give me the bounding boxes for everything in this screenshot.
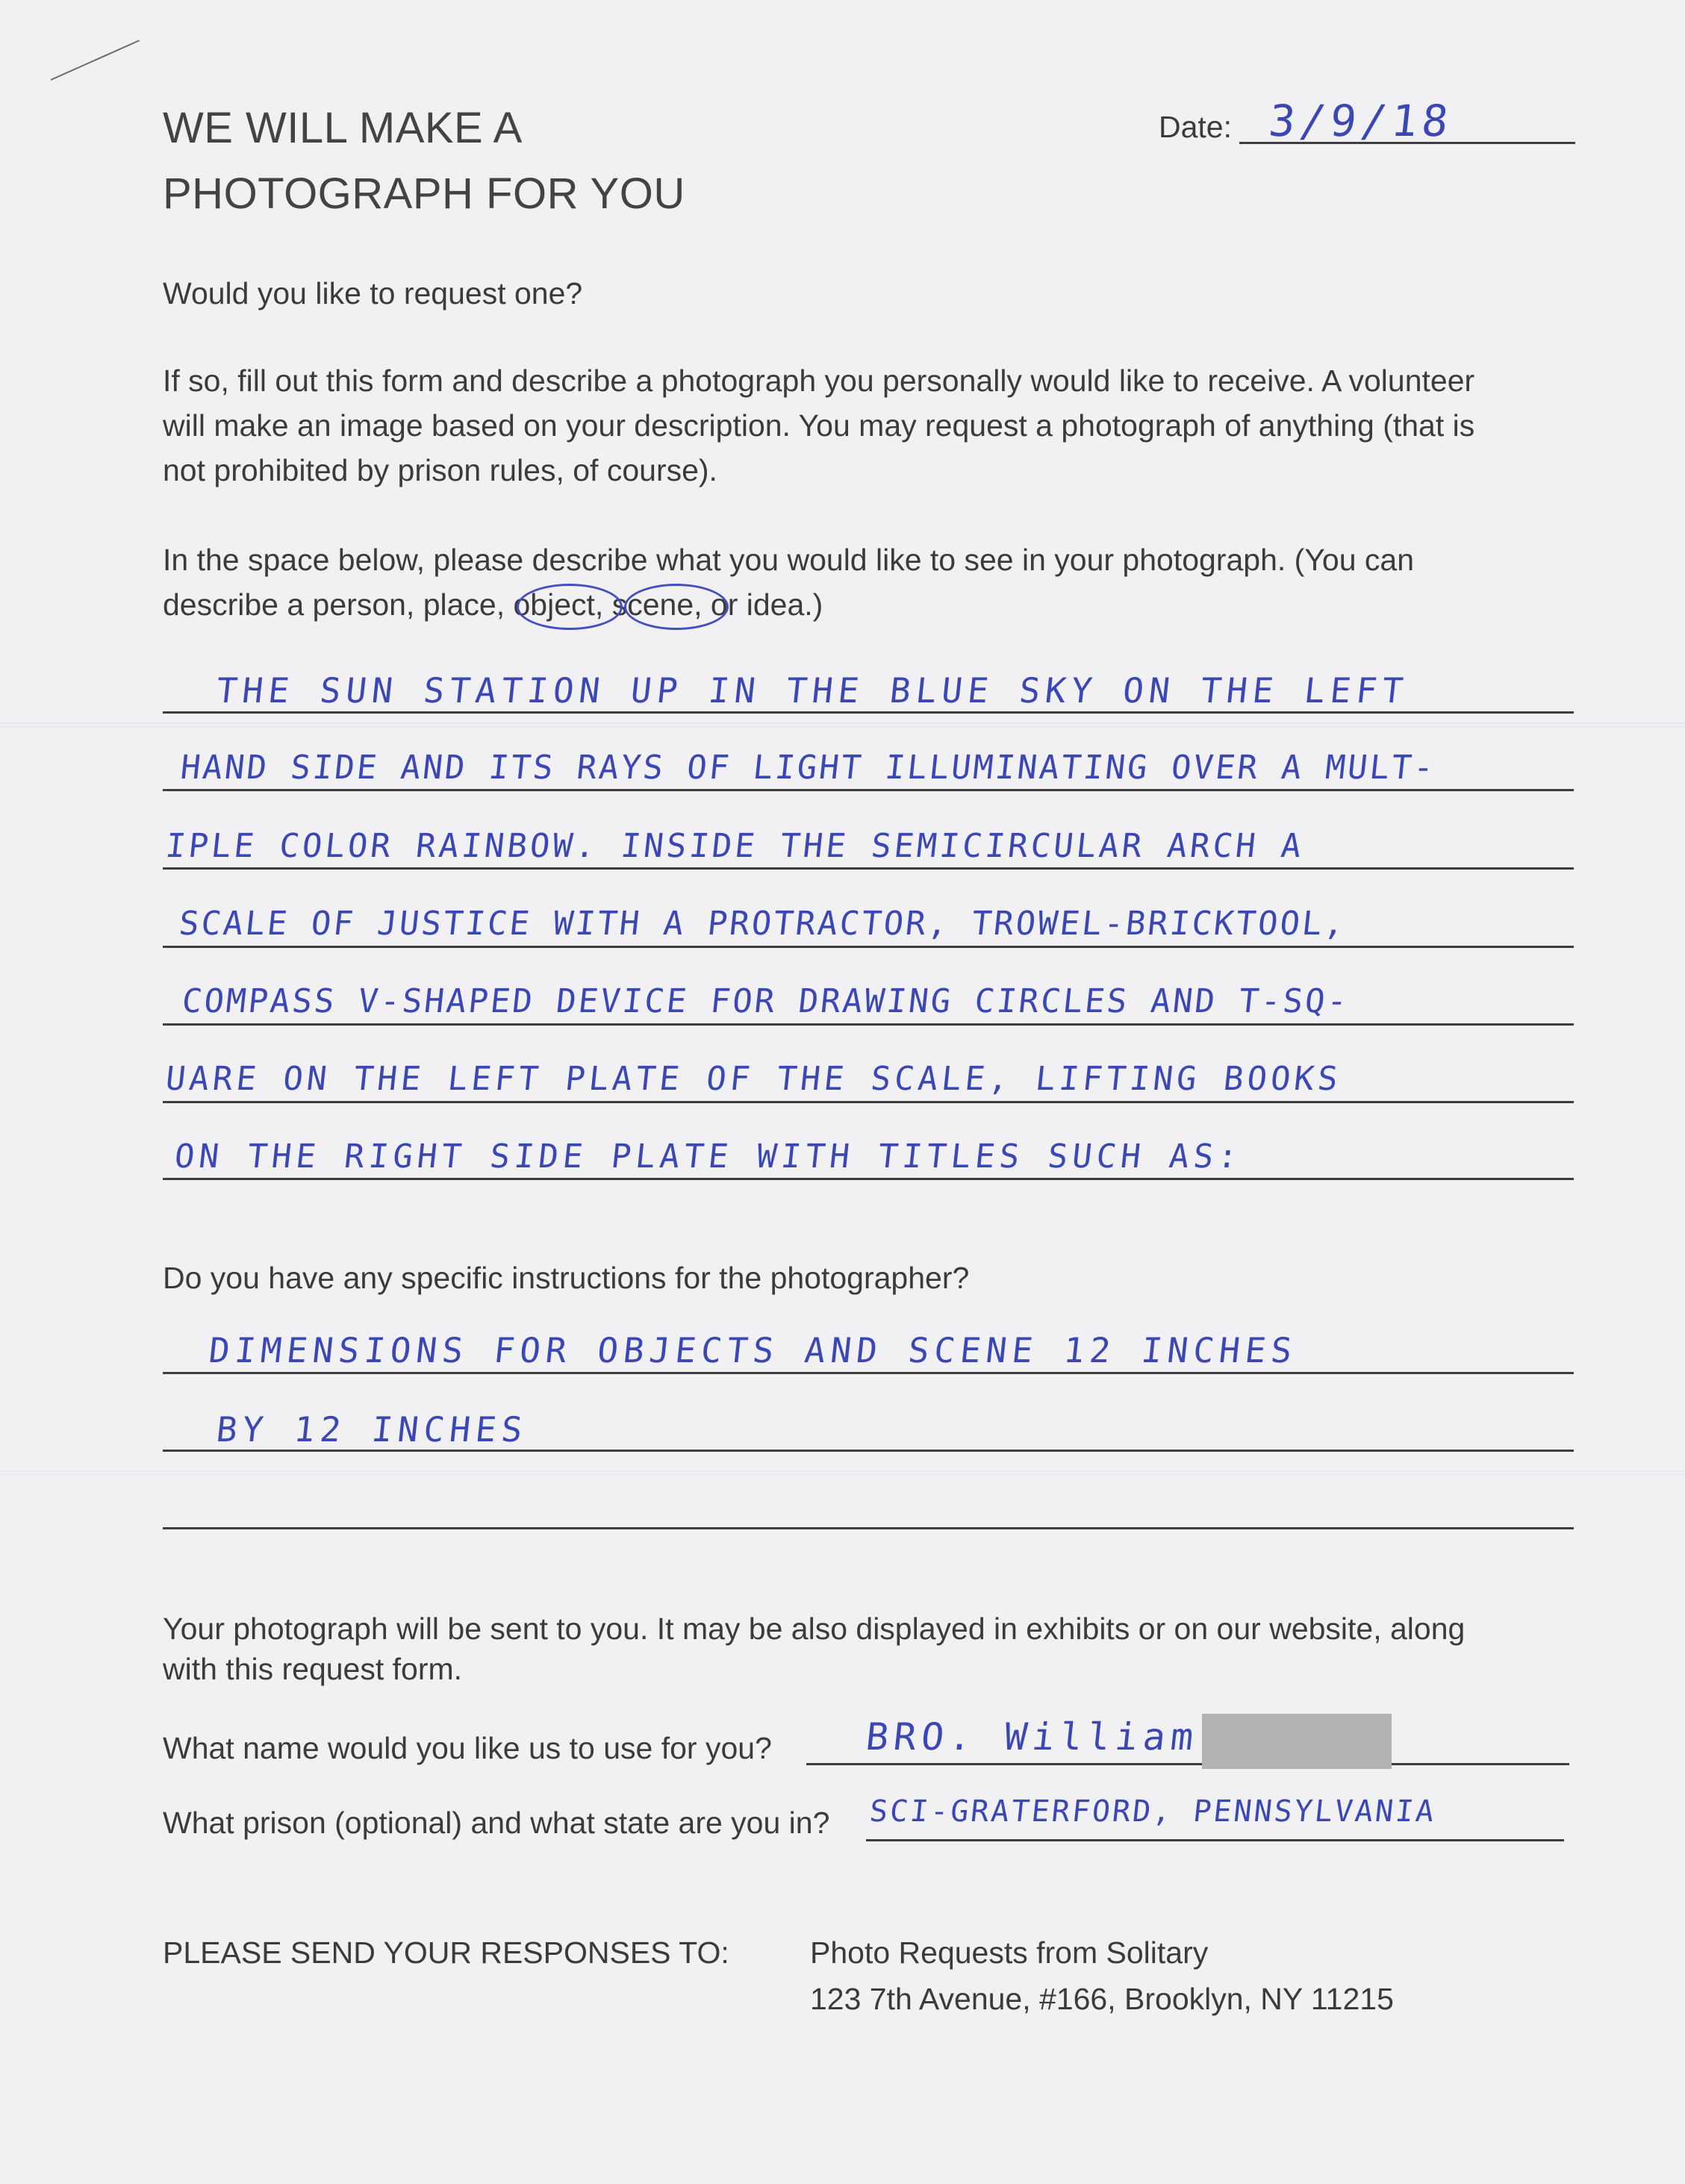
prison-field-line	[866, 1839, 1564, 1841]
describe-line1: In the space below, please describe what you would like to see in your photograph. (You can	[163, 543, 1415, 577]
org-name: Photo Requests from Solitary	[810, 1935, 1209, 1970]
answer-line: IPLE COLOR RAINBOW. INSIDE THE SEMICIRCULAR ARCH A	[163, 827, 1306, 865]
describe-line2-prefix: describe a person, place,	[163, 587, 514, 622]
form-title-line2: PHOTOGRAPH FOR YOU	[163, 169, 685, 218]
circle-object-mark	[517, 584, 623, 630]
option-scene: scene	[611, 587, 694, 622]
answer-rule	[163, 711, 1574, 714]
intro-question: Would you like to request one?	[163, 276, 583, 311]
date-label: Date:	[1159, 110, 1232, 144]
answer-rule	[163, 1178, 1574, 1180]
instructions-line: DIMENSIONS FOR OBJECTS AND SCENE 12 INCHES	[207, 1330, 1300, 1370]
answer-line: HAND SIDE AND ITS RAYS OF LIGHT ILLUMINATING OVER A MULT-	[178, 749, 1438, 787]
pencil-mark	[51, 40, 140, 81]
option-separator: ,	[594, 587, 612, 622]
name-field-label: What name would you like us to use for you?	[163, 1731, 772, 1765]
circle-scene-mark	[624, 584, 729, 630]
instructions-rule	[163, 1450, 1574, 1452]
form-title	[163, 96, 685, 227]
redaction-box	[1202, 1714, 1392, 1769]
date-value[interactable]: 3/9/18	[1266, 96, 1456, 146]
describe-line2-suffix: , or idea.)	[694, 587, 823, 622]
intro-para-line1: If so, fill out this form and describe a photograph you personally would like to receive. A volunteer	[163, 364, 1475, 398]
fold-line-bottom	[0, 1470, 1685, 1475]
instructions-rule	[163, 1527, 1574, 1529]
instructions-line: BY 12 INCHES	[214, 1409, 530, 1450]
answer-rule	[163, 867, 1574, 870]
org-address: 123 7th Avenue, #166, Brooklyn, NY 11215	[810, 1982, 1394, 2016]
instructions-rule	[163, 1372, 1574, 1374]
answer-line: ON THE RIGHT SIDE PLATE WITH TITLES SUCH AS:	[172, 1138, 1245, 1176]
option-object: object	[513, 587, 595, 622]
notice-line1: Your photograph will be sent to you. It may be also displayed in exhibits or on our website, along	[163, 1612, 1466, 1646]
form-title-line1: WE WILL MAKE A	[163, 104, 523, 152]
prison-field-value[interactable]: SCI-GRATERFORD, PENNSYLVANIA	[868, 1794, 1438, 1829]
answer-rule	[163, 946, 1574, 948]
intro-para-line3: not prohibited by prison rules, of course).	[163, 453, 717, 487]
answer-rule	[163, 1023, 1574, 1026]
name-field-line	[806, 1763, 1569, 1765]
instructions-question: Do you have any specific instructions for the photographer?	[163, 1261, 970, 1295]
answer-rule	[163, 1101, 1574, 1103]
notice-line2: with this request form.	[163, 1652, 463, 1686]
name-field-value[interactable]: BRO. William	[863, 1715, 1201, 1759]
prison-field-label: What prison (optional) and what state are you in?	[163, 1806, 830, 1840]
intro-para-line2: will make an image based on your description. You may request a photograph of anything (that is	[163, 408, 1475, 443]
answer-line: THE SUN STATION UP IN THE BLUE SKY ON THE LEFT	[214, 670, 1410, 711]
fold-line-top	[0, 723, 1685, 727]
answer-line: UARE ON THE LEFT PLATE OF THE SCALE, LIFTING BOOKS	[163, 1060, 1344, 1098]
answer-line: COMPASS V-SHAPED DEVICE FOR DRAWING CIRCLES AND T-SQ-	[180, 982, 1351, 1020]
answer-line: SCALE OF JUSTICE WITH A PROTRACTOR, TROWEL-BRICKTOOL,	[177, 905, 1348, 943]
send-responses-label: PLEASE SEND YOUR RESPONSES TO:	[163, 1935, 729, 1970]
answer-rule	[163, 789, 1574, 791]
